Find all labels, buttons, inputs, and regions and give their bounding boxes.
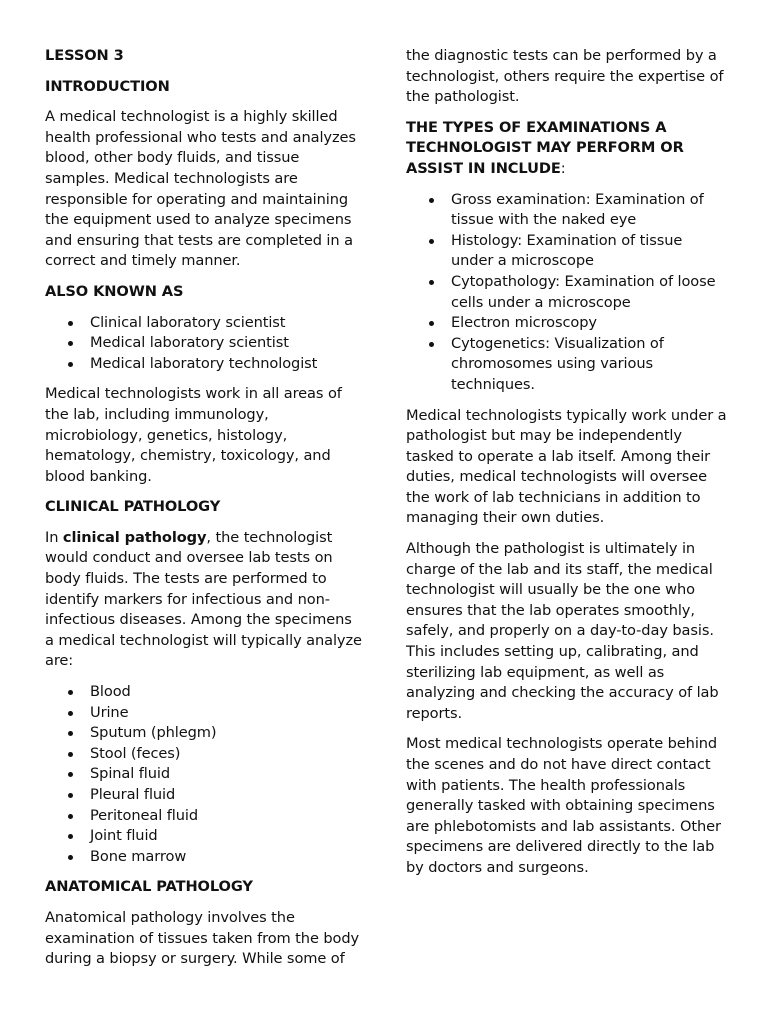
clinical-pathology-term: clinical pathology [62, 528, 207, 546]
left-column [45, 46, 365, 980]
lab-areas-paragraph: Medical technologists work in all areas of the lab, including immunology, microbiology, genetics, histology, hematology, chemistry, toxicology, and blood banking. [45, 385, 342, 485]
examination-types-heading [406, 118, 728, 180]
behind-the-scenes-paragraph: Most medical technologists operate behind the scenes and do not have direct contact with patients. The health professionals generally tasked with obtaining specimens are phlebotomists and lab assistants. Other specimens are delivered directly to the lab by doctors and surgeons. [406, 735, 721, 876]
list-item: Histology: Examination of tissue under a microscope [451, 231, 728, 272]
list-item: Gross examination: Examination of tissue with the naked eye [451, 190, 728, 231]
list-item: Electron microscopy [451, 313, 728, 334]
clinical-pathology-heading: CLINICAL PATHOLOGY [45, 498, 221, 516]
list-item: Spinal fluid [90, 764, 365, 785]
list-item: Urine [90, 703, 365, 724]
lab-operations-paragraph: Although the pathologist is ultimately in charge of the lab and its staff, the medical technologist will usually be the one who ensures that the lab operates smoothly, safely, and properly on a day-to-day basis. This includes setting up, calibrating, and sterilizing lab equipment, as well as analyzing and checking the accuracy of lab reports. [406, 540, 719, 722]
clinical-pathology-paragraph [45, 528, 365, 672]
introduction-heading: INTRODUCTION [45, 77, 170, 95]
list-item: Pleural fluid [90, 785, 365, 806]
list-item: Blood [90, 682, 365, 703]
also-known-as-heading: ALSO KNOWN AS [45, 282, 184, 300]
right-column [406, 46, 728, 889]
list-item: Stool (feces) [90, 744, 365, 765]
clinical-rest: , the technologist would conduct and oversee lab tests on body fluids. The tests are performed to identify markers for infectious and non-infectious diseases. Among the specimens a medical technologist will typically analyze are: [45, 528, 362, 670]
list-item: Cytopathology: Examination of loose cells under a microscope [451, 272, 728, 313]
heading-colon: : [560, 159, 566, 177]
also-known-as-list [45, 313, 365, 375]
list-item: Bone marrow [90, 847, 365, 868]
lesson-heading: LESSON 3 [45, 47, 124, 64]
list-item: Medical laboratory scientist [90, 333, 365, 354]
list-item: Peritoneal fluid [90, 806, 365, 827]
specimens-list [45, 682, 365, 867]
list-item: Cytogenetics: Visualization of chromosomes using various techniques. [451, 334, 728, 396]
anatomical-pathology-paragraph: Anatomical pathology involves the examination of tissues taken from the body during a biopsy or surgery. While some of [45, 908, 360, 968]
continued-paragraph: the diagnostic tests can be performed by a technologist, others require the expertise of the pathologist. [406, 47, 724, 106]
examination-types-heading-text: THE TYPES OF EXAMINATIONS A TECHNOLOGIST MAY PERFORM OR ASSIST IN INCLUDE [406, 118, 684, 177]
list-item: Clinical laboratory scientist [90, 313, 365, 334]
clinical-prefix: In [45, 528, 63, 546]
list-item: Joint fluid [90, 826, 365, 847]
examination-types-list [406, 190, 728, 396]
introduction-paragraph: A medical technologist is a highly skilled health professional who tests and analyzes blood, other body fluids, and tissue samples. Medical technologists are responsible for operating and maintaining the equipment used to analyze specimens and ensuring that tests are completed in a correct and timely manner. [45, 108, 356, 270]
list-item: Medical laboratory technologist [90, 354, 365, 375]
list-item: Sputum (phlegm) [90, 723, 365, 744]
duties-paragraph: Medical technologists typically work under a pathologist but may be independently tasked to operate a lab itself. Among their duties, medical technologists will oversee the work of lab technicians in addition to managing their own duties. [406, 406, 727, 527]
anatomical-pathology-heading: ANATOMICAL PATHOLOGY [45, 878, 253, 896]
